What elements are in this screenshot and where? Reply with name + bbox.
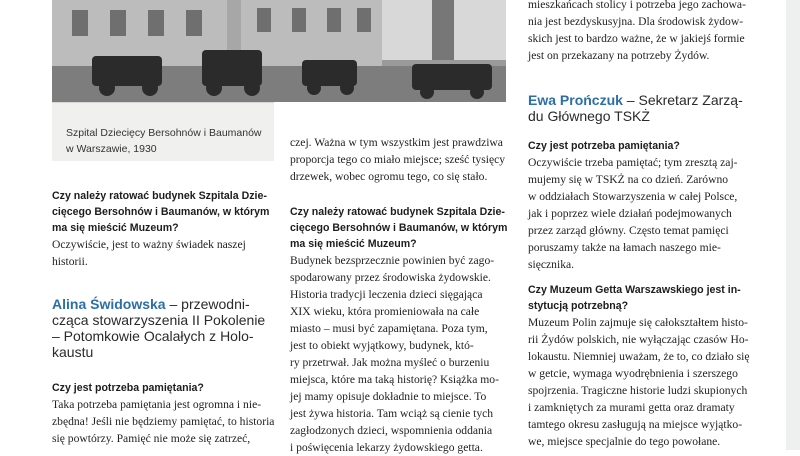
person-role: cząca stowarzyszenia II Pokolenie: [52, 312, 266, 328]
question-line: cięcego Bersohnów i Baumanów, w którym: [52, 206, 270, 218]
body-line: proporcja tego co miało miejsce; sześć tysięcy: [290, 153, 506, 166]
answer-line: Oczywiście, jest to ważny świadek naszej: [52, 238, 246, 251]
body-line: skich jest to bardzo ważne, że w jakiejś formie: [528, 32, 745, 45]
column-3-top-text: [528, 0, 774, 64]
answer-line: ry przetrwał. Jak można myśleć o burzeniu: [290, 356, 490, 369]
answer-line: Budynek bezsprzecznie powinien być zago-: [290, 254, 495, 267]
answer-line: przez zarząd główny. Często temat pamięci: [528, 224, 729, 237]
person-role: du Głównego TSKŻ: [528, 108, 650, 124]
person-role: – Sekretarz Zarzą-: [622, 92, 743, 108]
question-line: Czy należy ratować budynek Szpitala Dzie-: [52, 190, 267, 202]
person-header-alina: [52, 296, 277, 360]
answer-line: jej mamy opisuje dokładnie to miejsce. To: [290, 390, 487, 403]
body-line: drzewek, wobec ogromu tego, co się stało.: [290, 170, 488, 183]
person-header-ewa: [528, 92, 776, 124]
question-line: Czy należy ratować budynek Szpitala Dzie-: [290, 206, 505, 218]
question-line: Czy jest potrzeba pamiętania?: [528, 140, 680, 152]
answer-line: jest żywa historia. Tam wciąż są cienie tych: [290, 407, 494, 420]
answer-line: Muzeum Polin zajmuje się całokształtem histo-: [528, 316, 748, 329]
answer-line: mujemy się w TSKŻ na co dzień. Zarówno: [528, 173, 729, 186]
caption-line: Szpital Dziecięcy Bersohnów i Baumanów: [66, 127, 262, 139]
column-2-question: [290, 204, 514, 456]
person-role: – przewodni-: [165, 296, 250, 312]
answer-line: rii Żydów polskich, nie wyłączając czasów Ho-: [528, 333, 749, 346]
column-3-question-1: [528, 138, 774, 273]
answer-line: w getcie, wymaga wyodrębnienia i szerszego: [528, 367, 738, 380]
answer-line: historii.: [52, 255, 88, 268]
historic-photo: [52, 0, 506, 102]
caption-line: w Warszawie, 1930: [66, 143, 157, 155]
answer-line: i poświęcenia lekarzy żydowskiego getta.: [290, 441, 483, 454]
answer-line: spodarowany przez środowiska żydowskie.: [290, 271, 491, 284]
answer-line: się powtórzy. Pamięć nie może się zatrzeć,: [52, 432, 251, 445]
answer-line: Oczywiście trzeba pamiętać; tym zresztą zaj-: [528, 156, 738, 169]
body-line: mieszkańcach stolicy i potrzeba jego zachowa-: [528, 0, 746, 11]
answer-line: lokaustu. Niemniej uważam, że to, co działo się: [528, 350, 750, 363]
column-2-top-text: [290, 134, 514, 185]
answer-line: w oddziałach Stowarzyszenia w całej Polsce,: [528, 190, 738, 203]
page-edge: [786, 0, 800, 450]
question-line: ma się mieścić Muzeum?: [52, 222, 179, 234]
photo-caption-box: [52, 102, 274, 161]
person-role: – Potomkowie Ocalałych z Holo-: [52, 328, 254, 344]
question-line: stytucją potrzebną?: [528, 300, 629, 312]
answer-line: Taka potrzeba pamiętania jest ogromna i nie-: [52, 398, 262, 411]
answer-line: zbędna! Jeśli nie będziemy pamiętać, to historia: [52, 415, 275, 428]
photo-caption: [66, 125, 276, 157]
answer-line: sięcznika.: [528, 258, 575, 271]
question-line: Czy Muzeum Getta Warszawskiego jest in-: [528, 284, 741, 296]
photo-illustration: [52, 0, 506, 102]
answer-line: spojrzenia. Tragiczne historie ludzi skupionych: [528, 384, 748, 397]
person-name: Ewa Prończuk: [528, 92, 623, 108]
question-line: Czy jest potrzeba pamiętania?: [52, 382, 204, 394]
answer-line: we, miejsce specjalnie do tego powołane.: [528, 435, 721, 448]
column-1-question-1: [52, 188, 274, 270]
answer-line: miejsca, które ma taką historię? Książka mo-: [290, 373, 499, 386]
answer-line: miasto – musi być zapamiętana. Poza tym,: [290, 322, 488, 335]
body-line: czej. Ważna w tym wszystkim jest prawdziwa: [290, 136, 503, 149]
person-role: kaustu: [52, 344, 94, 360]
body-line: nia jest bezdyskusyjna. Dla środowisk żydow-: [528, 15, 744, 28]
answer-line: zagłodzonych dzieci, wspomnienia oddania: [290, 424, 493, 437]
answer-line: poruszamy także na łamach naszego mie-: [528, 241, 721, 254]
person-name: Alina Świdowska: [52, 296, 166, 312]
column-3-question-2: [528, 282, 774, 450]
answer-line: jest to obiekt wyjątkowy, budynek, któ-: [290, 339, 474, 352]
answer-line: tamtego okresu zasługują na miejsce wyjątko-: [528, 418, 743, 431]
question-line: cięcego Bersohnów i Baumanów, w którym: [290, 222, 508, 234]
answer-line: XIX wieku, która promieniowała na całe: [290, 305, 480, 318]
column-1-question-2: [52, 380, 277, 447]
answer-line: Historia tradycji leczenia dzieci sięgająca: [290, 288, 483, 301]
question-line: ma się mieścić Muzeum?: [290, 238, 417, 250]
answer-line: i zamkniętych za murami getta oraz dramaty: [528, 401, 735, 414]
answer-line: jak i poprzez wiele działań podejmowanych: [528, 207, 732, 220]
body-line: jest on przekazany na potrzeby Żydów.: [528, 49, 710, 62]
